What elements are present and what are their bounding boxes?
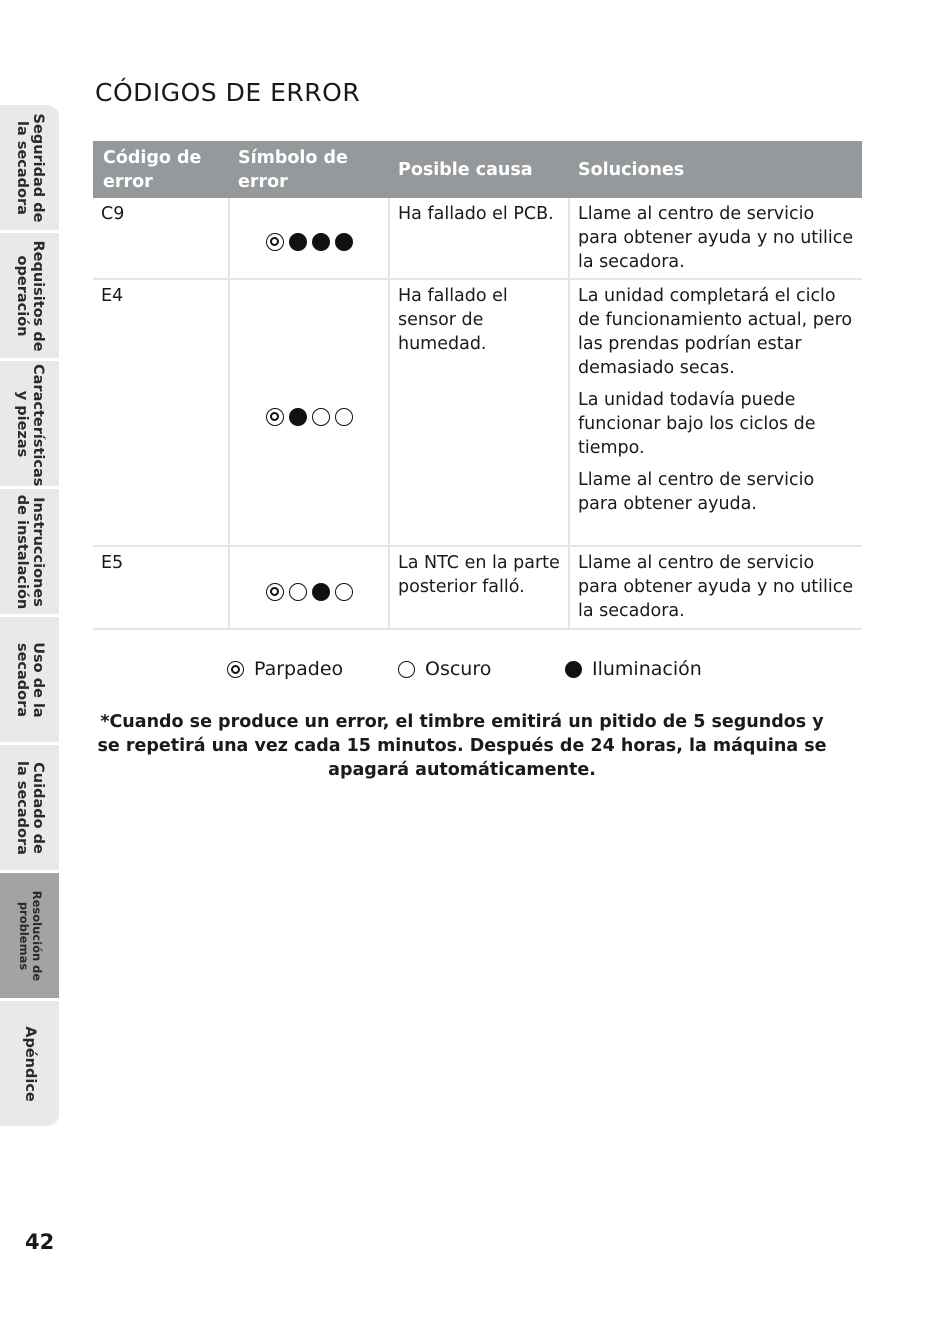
solution-text: La unidad todavía puede funcionar bajo los ciclos de tiempo. <box>578 390 816 458</box>
table-row <box>93 198 862 280</box>
solutions <box>568 198 862 278</box>
lit-indicator-icon <box>289 233 307 251</box>
tab-caracteristicas[interactable] <box>0 361 59 487</box>
table-header <box>93 141 862 198</box>
page-title: CÓDIGOS DE ERROR <box>95 78 361 107</box>
solutions <box>568 280 862 545</box>
solution-text: Llame al centro de servicio para obtener ayuda. <box>578 470 815 514</box>
legend-on <box>565 658 702 680</box>
tab-requisitos[interactable] <box>0 233 59 359</box>
tab-label-line1: Apéndice <box>21 1025 38 1102</box>
dark-indicator-icon <box>398 661 415 678</box>
solution-text: Llame al centro de servicio para obtener ayuda y no utilice la secadora. <box>578 553 854 621</box>
lit-indicator-icon <box>565 661 582 678</box>
lit-indicator-icon <box>289 408 307 426</box>
header-cause: Posible causa <box>398 159 533 180</box>
lit-indicator-icon <box>312 233 330 251</box>
header-code: Código de error <box>103 148 202 192</box>
buzzer-note: *Cuando se produce un error, el timbre emitirá un pitido de 5 segundos y se repetirá una vez cada 15 minutos. Después de 24 horas, la máquina se apagará automáticamente. <box>97 712 827 780</box>
tab-seguridad[interactable] <box>0 105 59 231</box>
table-row <box>93 547 862 630</box>
tab-label-line2: la secadora <box>13 760 30 855</box>
tab-label-line2: y piezas <box>13 390 30 457</box>
tab-label-line2: problemas <box>16 901 31 970</box>
error-code: C9 <box>101 204 125 224</box>
blinking-indicator-icon <box>266 408 284 426</box>
tab-label-line1: Seguridad de <box>29 113 46 222</box>
legend-blink <box>227 658 343 680</box>
indicator-lights <box>266 555 353 628</box>
error-code: E5 <box>101 553 124 573</box>
tab-apendice[interactable] <box>0 1001 59 1127</box>
tab-label-line2: secadora <box>13 642 30 717</box>
legend-label: Parpadeo <box>254 658 344 680</box>
dark-indicator-icon <box>335 408 353 426</box>
blinking-indicator-icon <box>266 583 284 601</box>
tab-resolucion[interactable] <box>0 873 59 999</box>
indicator-lights <box>266 288 353 545</box>
side-section-tabs <box>0 105 60 1130</box>
solutions <box>568 547 862 628</box>
legend-off <box>398 658 491 680</box>
tab-label-line2: operación <box>13 255 30 336</box>
lit-indicator-icon <box>335 233 353 251</box>
error-symbol <box>228 547 388 628</box>
solution-text: La unidad completará el ciclo de funcionamiento actual, pero las prendas podrían estar demasiado secas. <box>578 286 853 378</box>
possible-cause: La NTC en la parte posterior falló. <box>388 547 568 628</box>
error-symbol <box>228 198 388 278</box>
lit-indicator-icon <box>312 583 330 601</box>
tab-label-line1: Resolución de <box>29 890 44 981</box>
dark-indicator-icon <box>335 583 353 601</box>
tab-label-line1: Requisitos de <box>29 239 46 352</box>
error-symbol <box>228 280 388 545</box>
header-symbol: Símbolo de error <box>238 148 348 192</box>
tab-instrucciones[interactable] <box>0 489 59 615</box>
tab-label-line1: Instrucciones <box>29 496 46 607</box>
table-row <box>93 280 862 547</box>
solution-text: Llame al centro de servicio para obtener ayuda y no utilice la secadora. <box>578 204 854 272</box>
legend-label: Iluminación <box>592 658 702 680</box>
tab-cuidado[interactable] <box>0 745 59 871</box>
indicator-lights <box>266 206 353 278</box>
header-solutions: Soluciones <box>578 159 685 180</box>
possible-cause: Ha fallado el sensor de humedad. <box>388 280 568 545</box>
symbol-legend <box>0 658 933 682</box>
legend-label: Oscuro <box>425 658 492 680</box>
tab-label-line2: la secadora <box>13 120 30 215</box>
tab-label-line1: Uso de la <box>29 641 46 718</box>
blinking-indicator-icon <box>266 233 284 251</box>
tab-label-line1: Características <box>29 363 46 486</box>
page-number: 42 <box>25 1230 55 1254</box>
tab-label-line2: de instalación <box>13 494 30 609</box>
blinking-indicator-icon <box>227 661 244 678</box>
dark-indicator-icon <box>289 583 307 601</box>
error-codes-table <box>93 141 862 630</box>
dark-indicator-icon <box>312 408 330 426</box>
error-code: E4 <box>101 286 124 306</box>
tab-label-line1: Cuidado de <box>29 761 46 854</box>
possible-cause: Ha fallado el PCB. <box>388 198 568 278</box>
